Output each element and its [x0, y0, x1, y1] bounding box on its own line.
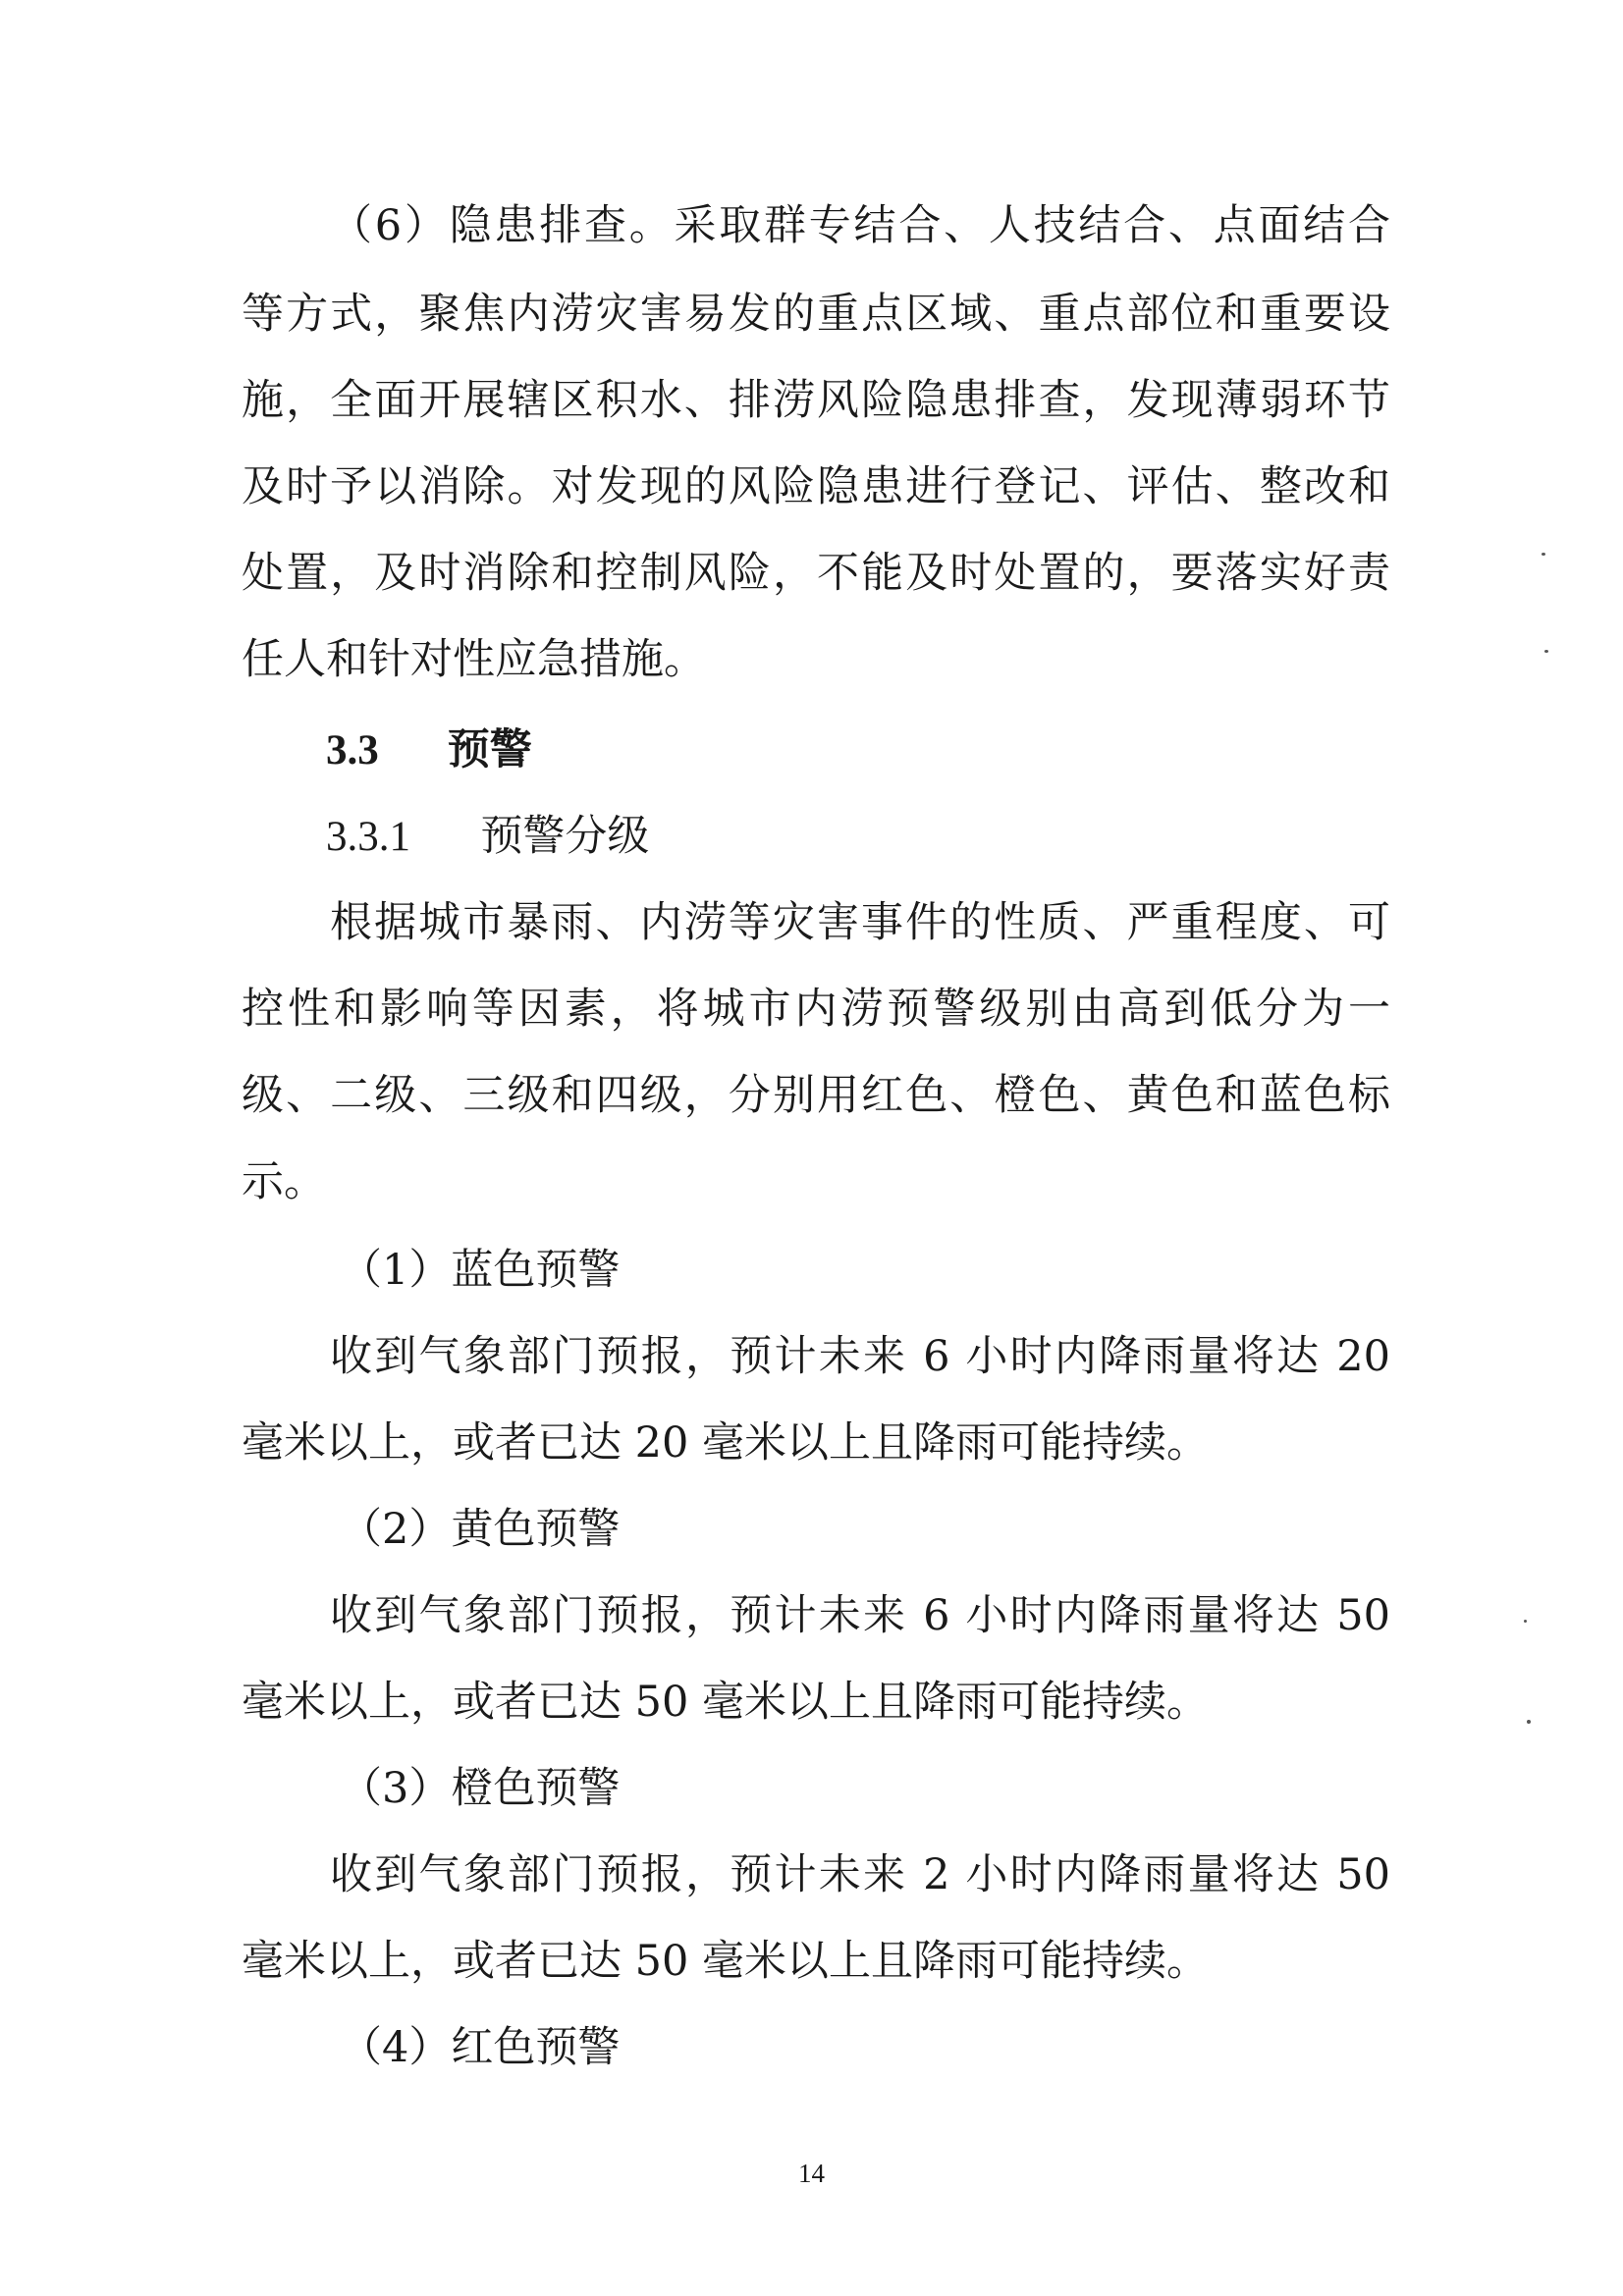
orange-warning-label: （3）橙色预警	[340, 1764, 621, 1813]
scan-speck	[1527, 1720, 1531, 1724]
blue-warning-line-2: 毫米以上，或者已达 20 毫米以上且降雨可能持续。	[242, 1418, 1210, 1468]
orange-warning-line-1: 收到气象部门预报，预计未来 2 小时内降雨量将达 50	[330, 1850, 1390, 1899]
paragraph-6-line-4: 及时予以消除。对发现的风险隐患进行登记、评估、整改和	[242, 462, 1390, 511]
grading-paragraph-line-4: 示。	[242, 1157, 326, 1206]
yellow-warning-line-1: 收到气象部门预报，预计未来 6 小时内降雨量将达 50	[330, 1591, 1390, 1640]
section-3-3-1-title: 预警分级	[480, 812, 650, 861]
section-3-3-heading	[326, 721, 915, 780]
paragraph-6-line-2: 等方式，聚焦内涝灾害易发的重点区域、重点部位和重要设	[242, 290, 1390, 339]
orange-warning-line-2: 毫米以上，或者已达 50 毫米以上且降雨可能持续。	[242, 1937, 1210, 1986]
section-3-3-1-heading	[326, 807, 1013, 867]
blue-warning-line-1: 收到气象部门预报，预计未来 6 小时内降雨量将达 20	[330, 1332, 1390, 1381]
paragraph-6-line-3: 施，全面开展辖区积水、排涝风险隐患排查，发现薄弱环节	[242, 376, 1390, 425]
grading-paragraph-line-2: 控性和影响等因素，将城市内涝预警级别由高到低分为一	[242, 985, 1390, 1034]
grading-paragraph-line-3: 级、二级、三级和四级，分别用红色、橙色、黄色和蓝色标	[242, 1071, 1390, 1120]
red-warning-label: （4）红色预警	[340, 2023, 621, 2072]
scan-speck	[1544, 650, 1548, 653]
blue-warning-label: （1）蓝色预警	[340, 1246, 621, 1295]
paragraph-6-line-6: 任人和针对性应急措施。	[242, 635, 706, 684]
section-3-3-1-number: 3.3.1	[326, 814, 410, 860]
section-3-3-number: 3.3	[326, 727, 379, 774]
paragraph-6-line-1: （6）隐患排查。采取群专结合、人技结合、点面结合	[330, 201, 1390, 250]
paragraph-6-line-5: 处置，及时消除和控制风险，不能及时处置的，要落实好责	[242, 549, 1390, 598]
yellow-warning-line-2: 毫米以上，或者已达 50 毫米以上且降雨可能持续。	[242, 1678, 1210, 1727]
scan-speck	[1524, 1620, 1527, 1623]
grading-paragraph-line-1: 根据城市暴雨、内涝等灾害事件的性质、严重程度、可	[330, 898, 1390, 947]
scan-speck	[1542, 553, 1545, 556]
section-3-3-title: 预警	[447, 725, 532, 774]
page-number: 14	[798, 2159, 825, 2188]
yellow-warning-label: （2）黄色预警	[340, 1505, 621, 1554]
